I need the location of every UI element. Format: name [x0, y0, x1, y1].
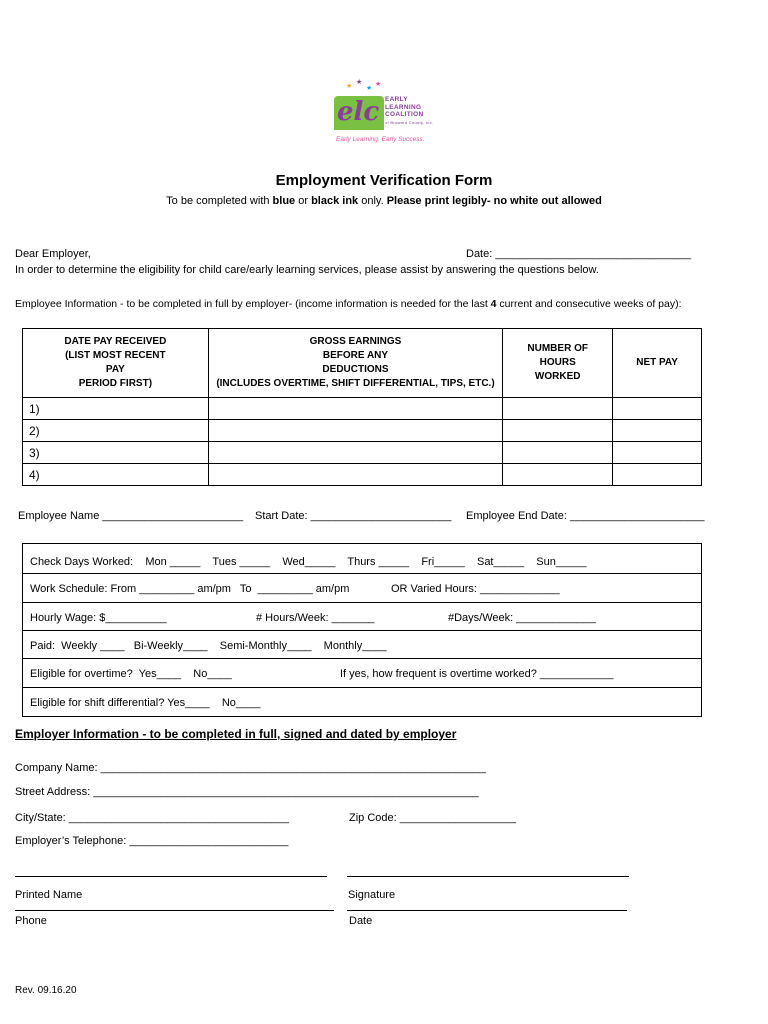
row-number[interactable]: 3) [23, 442, 209, 464]
check-days-field[interactable]: Check Days Worked: Mon _____ Tues _____ Wed_____ Thurs _____ Fri_____ Sat_____ Sun_____ [30, 556, 587, 568]
schedule-row [23, 687, 701, 716]
subtitle [0, 195, 768, 207]
subtitle-blue: blue [272, 195, 296, 207]
logo-line: EARLY [385, 96, 408, 103]
net-pay-cell[interactable] [613, 464, 702, 486]
phone-label: Phone [15, 915, 47, 927]
logo-tagline: Early Learning. Early Success. [336, 136, 425, 143]
company-name-field[interactable]: Company Name: _______________________________________________________________ [15, 762, 487, 774]
employer-telephone-field[interactable]: Employer’s Telephone: __________________________ [15, 835, 289, 847]
date-line[interactable] [347, 910, 627, 911]
header-line: (INCLUDES OVERTIME, SHIFT DIFFERENTIAL, TIPS, ETC.) [216, 378, 495, 389]
note-text: current and consecutive weeks of pay): [496, 298, 682, 310]
schedule-row [23, 544, 701, 573]
hours-per-week-field[interactable]: # Hours/Week: _______ [256, 612, 375, 624]
table-row [23, 464, 702, 486]
city-state-field[interactable]: City/State: ____________________________________ [15, 812, 290, 824]
net-pay-cell[interactable] [613, 442, 702, 464]
header-line: HOURS [539, 357, 576, 368]
signature-line[interactable] [347, 876, 629, 877]
work-schedule-field[interactable]: Work Schedule: From _________ am/pm To _________ am/pm [30, 583, 350, 595]
row-number[interactable]: 2) [23, 420, 209, 442]
zip-code-field[interactable]: Zip Code: ___________________ [349, 812, 516, 824]
logo-letters: elc [337, 97, 380, 127]
start-date-field[interactable]: Start Date: _______________________ [255, 510, 452, 522]
greeting: Dear Employer, [15, 248, 91, 260]
gross-earnings-cell[interactable] [208, 420, 503, 442]
header-line: GROSS EARNINGS [309, 336, 402, 347]
printed-name-line[interactable] [15, 876, 327, 877]
employee-name-field[interactable]: Employee Name _______________________ [18, 510, 244, 522]
star-icon: ★ [356, 79, 363, 86]
star-icon: ★ [375, 81, 382, 88]
schedule-box [22, 543, 702, 717]
logo-line: COALITION [385, 111, 424, 118]
table-row [23, 398, 702, 420]
net-pay-cell[interactable] [613, 420, 702, 442]
date-field[interactable]: Date: ________________________________ [466, 248, 692, 260]
hourly-wage-field[interactable]: Hourly Wage: $__________ [30, 612, 167, 624]
header-net-pay [613, 329, 702, 398]
table-row [23, 420, 702, 442]
pay-frequency-field[interactable]: Paid: Weekly ____ Bi-Weekly____ Semi-Monthly____ Monthly____ [30, 640, 387, 652]
pay-table [22, 328, 702, 486]
shift-differential-field[interactable]: Eligible for shift differential? Yes____ No____ [30, 697, 261, 709]
note-text: Employee Information - to be completed in full by employer- (income information is needed for the last [15, 298, 491, 310]
end-date-field[interactable]: Employee End Date: ______________________ [466, 510, 705, 522]
header-line: NET PAY [636, 357, 678, 368]
header-line: PERIOD FIRST) [78, 378, 153, 389]
row-number[interactable]: 1) [23, 398, 209, 420]
date-label: Date [349, 915, 373, 927]
logo-wordmark [385, 96, 433, 126]
hours-worked-cell[interactable] [503, 420, 613, 442]
overtime-frequency-field[interactable]: If yes, how frequent is overtime worked? ____________ [340, 668, 614, 680]
signature-label: Signature [348, 889, 396, 901]
subtitle-text: or [295, 195, 312, 207]
header-hours-worked [503, 329, 613, 398]
net-pay-cell[interactable] [613, 398, 702, 420]
schedule-row [23, 573, 701, 602]
header-line: (LIST MOST RECENT [65, 350, 166, 361]
header-line: DEDUCTIONS [322, 364, 389, 375]
page-title: Employment Verification Form [275, 172, 493, 189]
subtitle-text: only. [358, 195, 387, 207]
pay-table-header [23, 329, 702, 398]
printed-name-label: Printed Name [15, 889, 83, 901]
logo-mark [334, 96, 384, 130]
header-line: DATE PAY RECEIVED [64, 336, 167, 347]
hours-worked-cell[interactable] [503, 464, 613, 486]
logo-line: of Broward County, Inc. [385, 119, 434, 125]
header-line: NUMBER OF [527, 343, 588, 354]
elc-logo [328, 78, 436, 150]
employee-info-note [15, 298, 682, 310]
gross-earnings-cell[interactable] [208, 398, 503, 420]
star-icon: ★ [346, 83, 353, 90]
employer-section-heading: Employer Information - to be completed in full, signed and dated by employer [15, 727, 457, 741]
subtitle-black: black ink [311, 195, 359, 207]
header-line: BEFORE ANY [322, 350, 389, 361]
overtime-field[interactable]: Eligible for overtime? Yes____ No____ [30, 668, 232, 680]
logo-line: LEARNING [385, 103, 422, 111]
subtitle-text: To be completed with [166, 195, 273, 207]
schedule-row [23, 658, 701, 687]
header-date-pay-received [23, 329, 209, 398]
note-weeks: 4 [490, 298, 497, 310]
hours-worked-cell[interactable] [503, 442, 613, 464]
days-per-week-field[interactable]: #Days/Week: _____________ [448, 612, 596, 624]
street-address-field[interactable]: Street Address: _______________________________________________________________ [15, 786, 479, 798]
revision-label: Rev. 09.16.20 [15, 985, 77, 996]
schedule-row [23, 602, 701, 631]
header-line: WORKED [534, 371, 581, 382]
schedule-row [23, 630, 701, 659]
row-number[interactable]: 4) [23, 464, 209, 486]
hours-worked-cell[interactable] [503, 398, 613, 420]
header-line: PAY [105, 364, 125, 375]
phone-line[interactable] [15, 910, 334, 911]
gross-earnings-cell[interactable] [208, 464, 503, 486]
varied-hours-field[interactable]: OR Varied Hours: _____________ [391, 583, 560, 595]
subtitle-warning: Please print legibly- no white out allowed [386, 195, 602, 207]
star-icon: ★ [366, 85, 373, 92]
gross-earnings-cell[interactable] [208, 442, 503, 464]
table-row [23, 442, 702, 464]
intro-text: In order to determine the eligibility for child care/early learning services, please assist by answering the questions below. [15, 264, 599, 276]
header-gross-earnings [208, 329, 503, 398]
